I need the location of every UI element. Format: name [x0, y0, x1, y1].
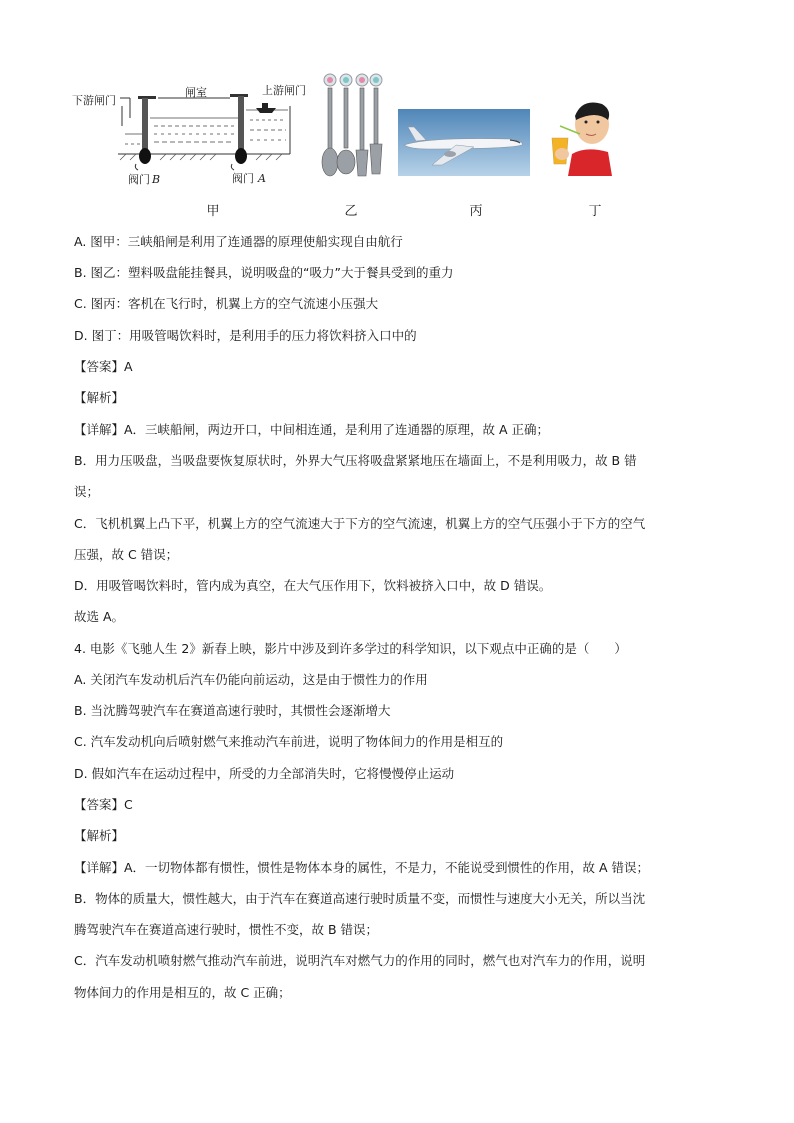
valve-a-letter: A — [258, 172, 266, 185]
figure-caption-yi: 乙 — [344, 204, 358, 219]
analysis-heading-q4: 【解析】 — [74, 828, 125, 843]
option-c-q4: C. 汽车发动机向后喷射燃气来推动汽车前进，说明了物体间力的作用是相互的 — [74, 734, 504, 749]
figure-caption-bing: 丙 — [469, 204, 483, 219]
detail-line: D．用吸管喝饮料时，管内成为真空，在大气压作用下，饮料被挤入口中，故 D 错误。 — [74, 578, 552, 593]
chamber-label: 闸室 — [185, 86, 207, 99]
option-b-q4: B. 当沈腾驾驶汽车在赛道高速行驶时，其惯性会逐渐增大 — [74, 703, 391, 718]
detail-line: 腾驾驶汽车在赛道高速行驶时，惯性不变，故 B 错误； — [74, 922, 379, 937]
valve-a-label: 阀门 — [232, 172, 254, 185]
valve-b-label: 阀门 — [128, 173, 150, 186]
option-d-q4: D. 假如汽车在运动过程中，所受的力全部消失时，它将慢慢停止运动 — [74, 766, 455, 781]
answer-q4: 【答案】C — [74, 797, 133, 812]
downstream-gate-label: 下游闸门 — [72, 94, 116, 107]
valve-b-letter: B — [152, 173, 161, 186]
detail-line: 误； — [74, 484, 100, 499]
detail-line: C．飞机机翼上凸下平，机翼上方的空气流速大于下方的空气流速，机翼上方的空气压强小于下方的空气 — [74, 516, 646, 531]
upstream-gate-label: 上游闸门 — [262, 84, 306, 97]
figure-caption-jia: 甲 — [206, 204, 220, 219]
ship-lock-diagram — [70, 78, 320, 190]
answer-q3: 【答案】A — [74, 359, 133, 374]
option-a-q4: A. 关闭汽车发动机后汽车仍能向前运动，这是由于惯性力的作用 — [74, 672, 428, 687]
conclusion-line: 故选 A。 — [74, 609, 125, 624]
detail-line: 压强，故 C 错误； — [74, 547, 179, 562]
option-d-q3: D. 图丁：用吸管喝饮料时，是利用手的压力将饮料挤入口中的 — [74, 328, 417, 343]
figure-caption-ding: 丁 — [588, 204, 602, 219]
detail-line: B．用力压吸盘，当吸盘要恢复原状时，外界大气压将吸盘紧紧地压在墙面上，不是利用吸力，故 B 错 — [74, 453, 637, 468]
detail-line: C．汽车发动机喷射燃气推动汽车前进，说明汽车对燃气力的作用的同时，燃气也对汽车力的作用，说明 — [74, 953, 646, 968]
suction-cup-utensils-image — [316, 72, 386, 190]
detail-line: 【详解】A．三峡船闸，两边开口，中间相连通，是利用了连通器的原理，故 A 正确； — [74, 422, 550, 437]
airplane-image — [398, 109, 530, 176]
option-b-q3: B. 图乙：塑料吸盘能挂餐具，说明吸盘的“吸力”大于餐具受到的重力 — [74, 265, 454, 280]
detail-line: 物体间力的作用是相互的，故 C 正确； — [74, 985, 291, 1000]
option-a-q3: A. 图甲：三峡船闸是利用了连通器的原理使船实现自由航行 — [74, 234, 403, 249]
question-4: 4. 电影《飞驰人生 2》新春上映，影片中涉及到许多学过的科学知识，以下观点中正确的是（ ） — [74, 641, 627, 656]
analysis-heading-q3: 【解析】 — [74, 390, 125, 405]
boy-drinking-straw-image — [546, 94, 622, 176]
detail-line: B．物体的质量大，惯性越大，由于汽车在赛道高速行驶时质量不变，而惯性与速度大小无关，所以当沈 — [74, 891, 646, 906]
option-c-q3: C. 图丙：客机在飞行时，机翼上方的空气流速小压强大 — [74, 296, 379, 311]
detail-line: 【详解】A．一切物体都有惯性，惯性是物体本身的属性，不是力，不能说受到惯性的作用，故 A 错误； — [74, 860, 650, 875]
